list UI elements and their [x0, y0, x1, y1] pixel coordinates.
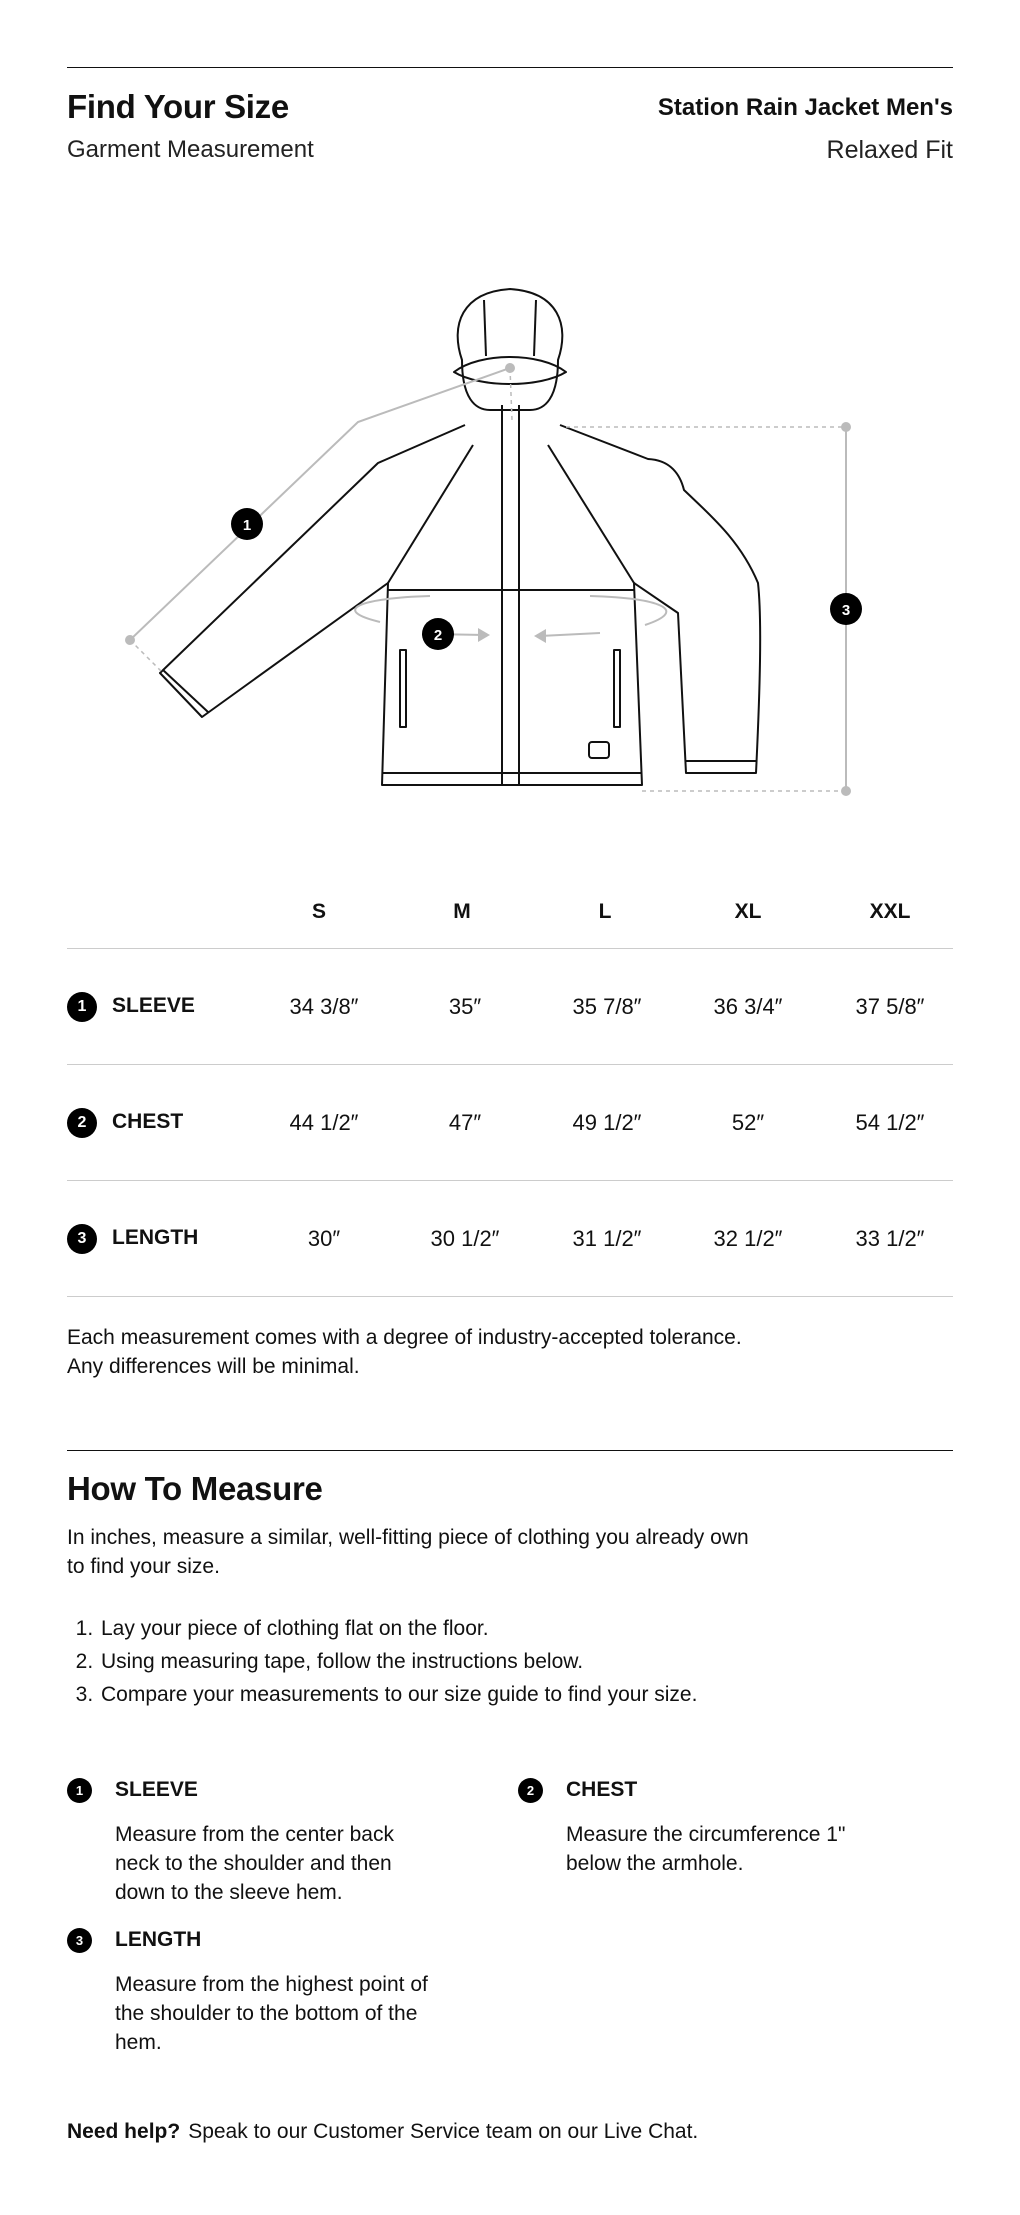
table-cell: 34 3/8″ [289, 994, 359, 1019]
size-header-m: M [453, 900, 471, 923]
tolerance-note [67, 1323, 953, 1381]
page-subtitle: Garment Measurement [67, 136, 314, 163]
jacket-diagram [0, 270, 1020, 810]
table-cell: 49 1/2″ [572, 1110, 642, 1135]
size-header-l: L [598, 900, 612, 923]
measure-sleeve [67, 1776, 407, 1907]
table-cell: 36 3/4″ [713, 994, 783, 1019]
table-row-sleeve [67, 949, 953, 1065]
jacket-hood [458, 289, 563, 410]
measure-title: LENGTH [115, 1928, 202, 1951]
table-cell: 30″ [307, 1226, 341, 1251]
size-header-xxl: XXL [869, 900, 911, 923]
chest-arrowhead-left [478, 628, 490, 642]
left-body-seam [388, 445, 473, 583]
row-label: LENGTH [112, 1226, 199, 1249]
chest-measure-ellipse [355, 596, 666, 625]
table-cell: 54 1/2″ [855, 1110, 925, 1135]
measure-length [67, 1926, 428, 2057]
help-line [67, 2120, 698, 2144]
marker-chest [422, 618, 454, 650]
step-item: 2. Using measuring tape, follow the instructions below. [99, 1645, 697, 1678]
tolerance-line-1: Each measurement comes with a degree of industry-accepted tolerance. [67, 1326, 742, 1349]
step-item: 1. Lay your piece of clothing flat on the floor. [99, 1612, 697, 1645]
svg-text:1: 1 [242, 517, 252, 534]
table-row-chest [67, 1065, 953, 1181]
measure-steps-list [67, 1612, 697, 1711]
table-cell: 33 1/2″ [855, 1226, 925, 1251]
right-body-seam [548, 445, 634, 583]
step-item: 3. Compare your measurements to our size guide to find your size. [99, 1678, 697, 1711]
intro-line-2: to find your size. [67, 1555, 220, 1578]
tolerance-line-2: Any differences will be minimal. [67, 1355, 360, 1378]
size-table [67, 878, 953, 1297]
measure-description: Measure from the highest point of the shoulder to the bottom of the hem. [115, 1973, 428, 2054]
product-name: Station Rain Jacket Men's [657, 94, 953, 121]
svg-text:3: 3 [841, 602, 851, 619]
table-cell: 32 1/2″ [713, 1226, 783, 1251]
size-header-xl: XL [734, 900, 762, 923]
row-number-badge: 3 [67, 1224, 97, 1254]
left-pocket [400, 650, 406, 727]
size-header-row [67, 878, 953, 948]
right-pocket [614, 650, 620, 727]
chest-arrow-right [540, 633, 600, 636]
how-to-intro [67, 1523, 867, 1581]
marker-sleeve [231, 508, 263, 540]
chest-arrowhead-right [534, 629, 546, 643]
table-cell: 35 7/8″ [572, 994, 642, 1019]
measure-description: Measure from the center back neck to the shoulder and then down to the sleeve hem. [115, 1823, 394, 1904]
sleeve-guide-dashed [130, 368, 512, 672]
row-number-badge: 2 [67, 1108, 97, 1138]
row-label: CHEST [112, 1110, 184, 1133]
table-row-length [67, 1181, 953, 1297]
fit-type: Relaxed Fit [826, 136, 953, 164]
top-divider [67, 67, 953, 68]
help-label: Need help? [67, 2120, 181, 2143]
measure-description: Measure the circumference 1" below the armhole. [566, 1823, 846, 1875]
table-cell: 31 1/2″ [572, 1226, 642, 1251]
intro-line-1: In inches, measure a similar, well-fitting piece of clothing you already own [67, 1526, 749, 1549]
sleeve-measure-line [130, 368, 510, 640]
measure-number-badge: 2 [518, 1778, 543, 1803]
measure-number-badge: 3 [67, 1928, 92, 1953]
size-header-s: S [311, 900, 327, 923]
left-cuff [163, 670, 208, 712]
row-label: SLEEVE [112, 994, 195, 1017]
measure-chest [518, 1776, 858, 1878]
row-number-badge: 1 [67, 992, 97, 1022]
table-cell: 52″ [731, 1110, 765, 1135]
hood-panel-right [534, 300, 536, 356]
table-cell: 30 1/2″ [430, 1226, 500, 1251]
svg-text:2: 2 [433, 627, 443, 644]
table-cell: 35″ [448, 994, 482, 1019]
table-cell: 37 5/8″ [855, 994, 925, 1019]
measure-number-badge: 1 [67, 1778, 92, 1803]
section-divider [67, 1450, 953, 1451]
logo-patch [589, 742, 609, 758]
measure-title: CHEST [566, 1778, 638, 1801]
page-title: Find Your Size [67, 88, 289, 125]
live-chat-link[interactable]: Speak to our Customer Service team on our Live Chat. [188, 2120, 699, 2143]
measure-title: SLEEVE [115, 1778, 198, 1801]
zipper-placket [502, 405, 519, 785]
hood-panel-left [484, 300, 486, 356]
jacket-body-outline [160, 425, 760, 785]
table-cell: 47″ [448, 1110, 482, 1135]
table-cell: 44 1/2″ [289, 1110, 359, 1135]
marker-length [830, 593, 862, 625]
how-to-measure-title: How To Measure [67, 1470, 323, 1507]
